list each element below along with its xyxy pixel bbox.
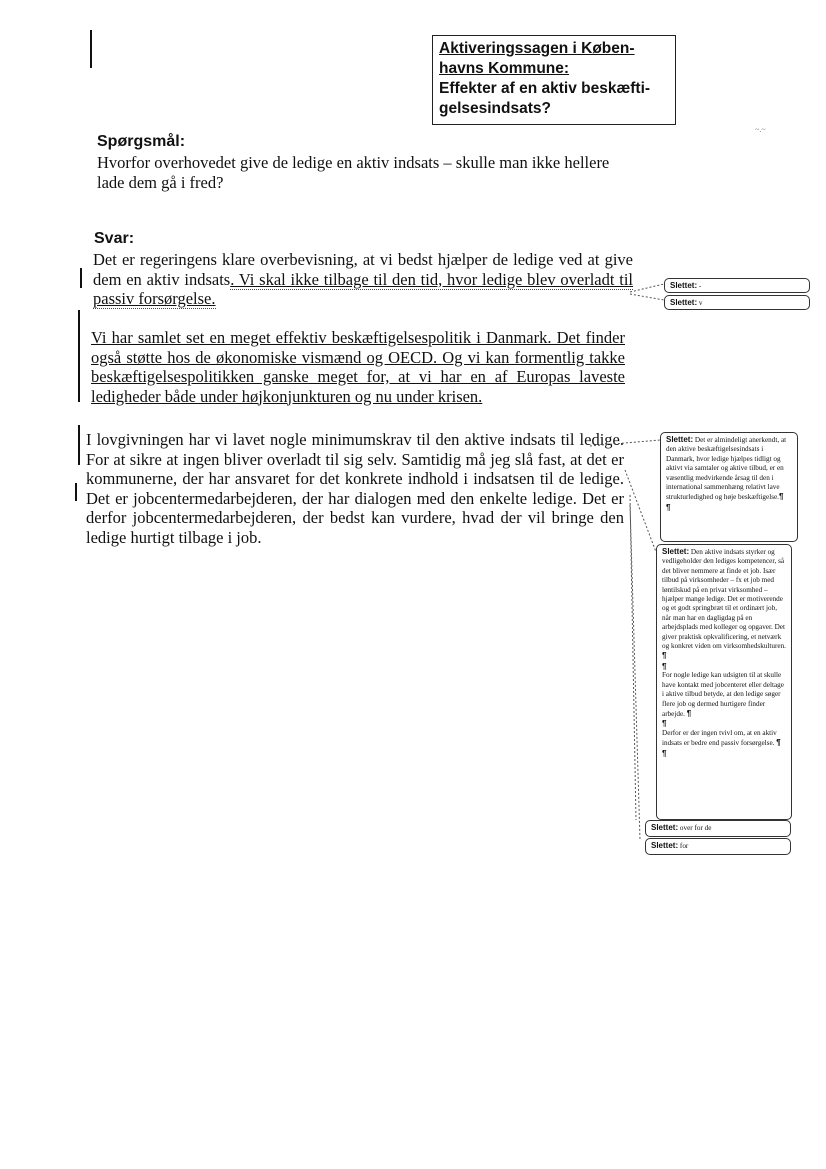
pilcrow-mark: ¶ (662, 661, 667, 671)
comment-balloon-4[interactable] (656, 544, 792, 820)
answer-paragraph-2: Vi har samlet set en meget effektiv beskæftigelsespolitik i Danmark. Det finder også støtte hos de økonomiske vismænd og OECD. Og vi kan formentlig takke beskæftigelsespolitikken ganske meget for, at vi har en af Europas laveste ledigheder både under højkonjunkturen og nu under krisen. (91, 328, 625, 406)
comment-label: Slettet: (670, 298, 698, 307)
answer-p1-part-a: Det er regeringens klare overbevisning, at vi bedst hjælper de ledige ved at give dem en aktiv indsats (93, 250, 633, 289)
comment-text-1: Den aktive indsats styrker og vedligeholder den lediges kompetencer, så det bliver nemmere at finde et job. Især tilbud på virksomheder – fx et job med løntilskud på en privat virksomhed – hjælper mange ledige. Det er motiverende og et godt springbræt til et ordinært job, når man har en dagligdag på en arbejdsplads med kolleger og opgaver. Det giver praktisk opkvalificering, et netværk og konkret viden om virksomhedskulturen. (662, 548, 786, 651)
leader-c4 (625, 470, 656, 552)
answer-p1-part-b: . Vi skal ikke tilbage til den tid, hvor ledige blev overladt til passiv forsørgelse. (93, 269, 634, 308)
title-line-4: gelsesindsats? (439, 100, 551, 117)
pilcrow-mark: ¶ (776, 738, 781, 748)
answer-heading: Svar: (94, 230, 135, 247)
comment-text-3: Derfor er der ingen tvivl om, at en aktiv indsats er bedre end passiv forsørgelse. (662, 728, 777, 748)
comment-balloon-6[interactable] (645, 838, 791, 855)
title-line-1: Aktiveringssagen i Køben- (439, 40, 635, 57)
question-text: Hvorfor overhovedet give de ledige en aktiv indsats – skulle man ikke hellere lade dem gå i fred? (97, 153, 610, 192)
comment-text-2: For nogle ledige kan udsigten til at skulle have kontakt med jobcenteret eller deltage i aktive tilbud betyde, at den ledige søger flere job og dermed hurtigere finder arbejde. (662, 671, 784, 718)
comment-label: Slettet: (670, 281, 698, 290)
pilcrow-mark: ¶ (662, 719, 667, 729)
pilcrow-mark: ¶ (686, 708, 692, 718)
leader-c1 (630, 284, 664, 292)
comment-text: v (698, 299, 703, 307)
comment-text: - (698, 282, 702, 290)
comment-label: Slettet: (662, 547, 690, 556)
pilcrow-mark: ¶ (666, 502, 671, 512)
comment-balloon-2[interactable] (664, 295, 810, 310)
comment-text: Det er almindeligt anerkendt, at den aktive beskæftigelsesindsats i Danmark, hvor ledige hjælpes tidligt og aktivt via samtaler og aktive tilbud, er en væsentlig medvirkende årsag til den i international sammenhæng relativt lave strukturledighed og høje beskæftigelse. (666, 436, 787, 502)
pilcrow-mark: ¶ (778, 492, 784, 502)
pilcrow-mark: ¶ (662, 748, 667, 758)
answer-paragraph-3: I lovgivningen har vi lavet nogle minimumskrav til den aktive indsats til ledige. For at sikre at ingen bliver overladt til sig selv. Samtidig må jeg slå fast, at det er kommunerne, der har ansvaret for det konkrete indhold i indsatsen til de ledige. Det er jobcentermedarbejderen, der har dialogen med den enkelte ledige. Det er derfor jobcentermedarbejderen, der bedst kan vurdere, hvad der vil bringe den ledige hurtigt tilbage i job. (86, 430, 624, 547)
comment-label: Slettet: (651, 823, 679, 832)
comment-label: Slettet: (651, 841, 679, 850)
comment-text: for (679, 842, 689, 850)
leader-c2 (630, 294, 664, 300)
comment-balloon-1[interactable] (664, 278, 810, 293)
comment-text: over for de (679, 824, 712, 832)
leader-c5 (630, 495, 636, 820)
stray-mark: ~.~ (755, 125, 766, 134)
comment-label: Slettet: (666, 435, 694, 444)
title-line-3: Effekter af en aktiv beskæfti- (439, 80, 651, 97)
title-line-2: havns Kommune: (439, 60, 570, 77)
question-heading: Spørgsmål: (97, 133, 186, 150)
comment-balloon-5[interactable] (645, 820, 791, 837)
pilcrow-mark: ¶ (662, 651, 667, 661)
leader-c3 (590, 440, 660, 446)
comment-balloon-3[interactable] (660, 432, 798, 542)
